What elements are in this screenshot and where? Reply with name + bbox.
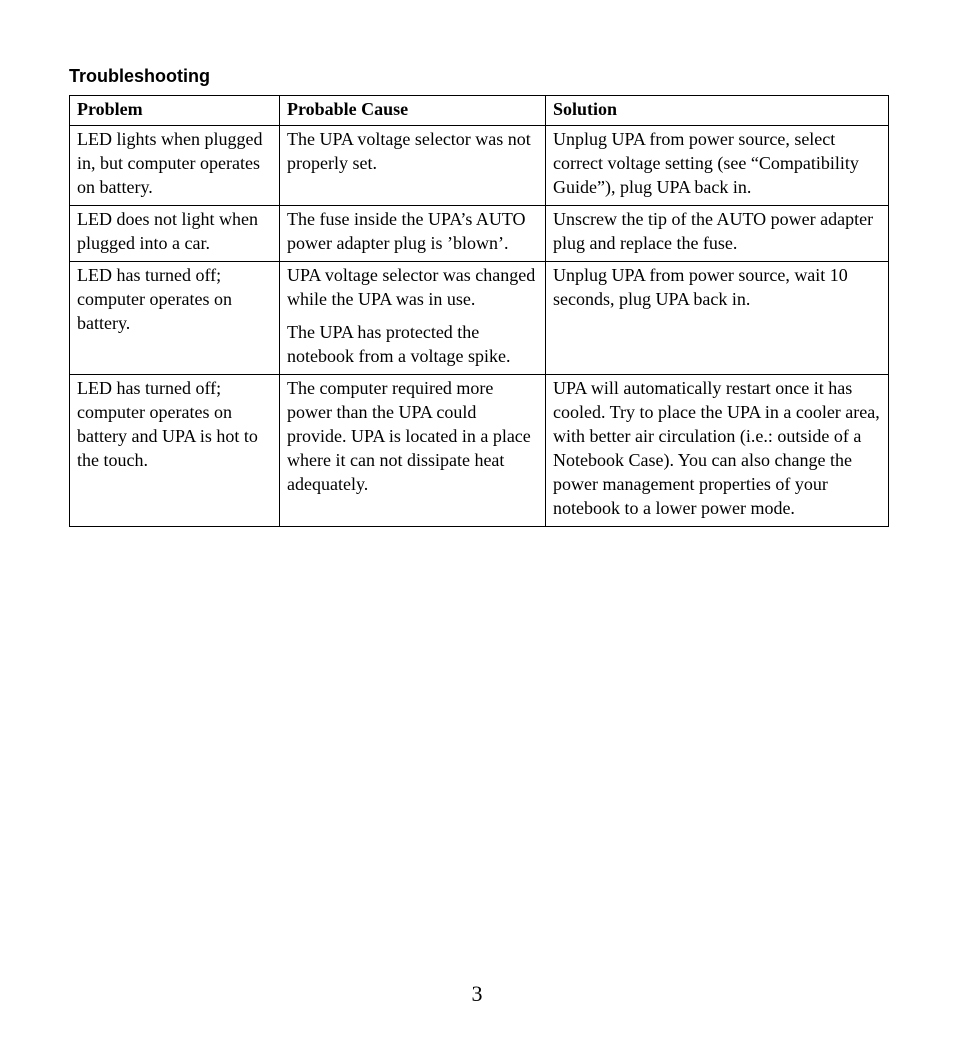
- cause-cell: [280, 126, 546, 206]
- cause-text: The UPA voltage selector was not properly set.: [287, 129, 531, 173]
- solution-cell: UPA will automatically restart once it has cooled. Try to place the UPA in a cooler area, with better air circulation (i.e.: outside of a Notebook Case). You can also change the power management properties of your notebook to a lower power mode.: [546, 375, 889, 527]
- cause-cell: [280, 206, 546, 262]
- table-row: [70, 126, 889, 206]
- problem-cell: LED has turned off; computer operates on battery.: [70, 262, 280, 375]
- cause-text: The UPA has protected the notebook from a voltage spike.: [287, 322, 511, 366]
- cause-text: UPA voltage selector was changed while the UPA was in use.: [287, 265, 536, 309]
- problem-cell: LED does not light when plugged into a car.: [70, 206, 280, 262]
- troubleshooting-table: [69, 95, 889, 527]
- column-header-probable-cause: Probable Cause: [280, 96, 546, 126]
- column-header-solution: Solution: [546, 96, 889, 126]
- table-header-row: [70, 96, 889, 126]
- cause-text: The computer required more power than the UPA could provide. UPA is located in a place where it can not dissipate heat adequately.: [287, 378, 531, 494]
- problem-cell: LED has turned off; computer operates on battery and UPA is hot to the touch.: [70, 375, 280, 527]
- table-row: [70, 375, 889, 527]
- cause-cell: [280, 262, 546, 375]
- column-header-problem: Problem: [70, 96, 280, 126]
- page-number: 3: [471, 981, 483, 1006]
- table-row: [70, 206, 889, 262]
- solution-cell: Unplug UPA from power source, select correct voltage setting (see “Compatibility Guide”), plug UPA back in.: [546, 126, 889, 206]
- problem-cell: LED lights when plugged in, but computer operates on battery.: [70, 126, 280, 206]
- solution-cell: Unplug UPA from power source, wait 10 seconds, plug UPA back in.: [546, 262, 889, 375]
- cause-cell: [280, 375, 546, 527]
- table-row: [70, 262, 889, 375]
- solution-cell: Unscrew the tip of the AUTO power adapter plug and replace the fuse.: [546, 206, 889, 262]
- section-title: Troubleshooting: [69, 66, 210, 86]
- cause-text: The fuse inside the UPA’s AUTO power adapter plug is ’blown’.: [287, 209, 526, 253]
